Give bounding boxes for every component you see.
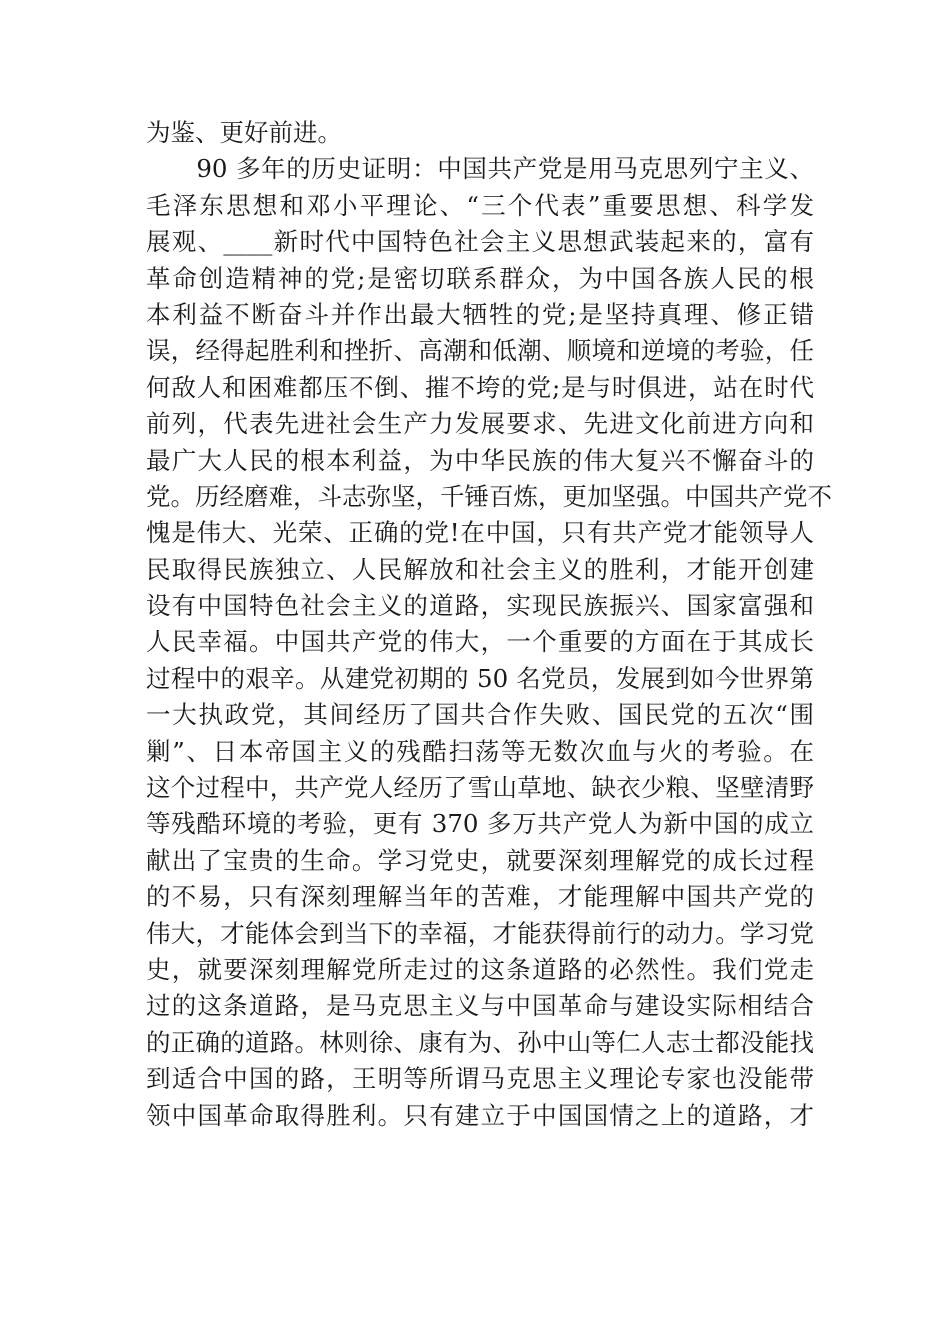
text-line: 这个过程中，共产党人经历了雪山草地、缺衣少粮、坚壁清野 bbox=[146, 773, 814, 803]
text-line: 本利益不断奋斗并作出最大牺牲的党;是坚持真理、修正错 bbox=[146, 299, 814, 329]
text-line: 最广大人民的根本利益，为中华民族的伟大复兴不懈奋斗的 bbox=[146, 445, 814, 475]
text-line: 的不易，只有深刻理解当年的苦难，才能理解中国共产党的 bbox=[146, 882, 814, 912]
text-line: 民取得民族独立、人民解放和社会主义的胜利，才能开创建 bbox=[146, 554, 814, 584]
text-line: 领中国革命取得胜利。只有建立于中国国情之上的道路，才 bbox=[146, 1100, 814, 1130]
text-line: 设有中国特色社会主义的道路，实现民族振兴、国家富强和 bbox=[146, 591, 814, 621]
text-line: 为鉴、更好前进。 bbox=[146, 118, 342, 147]
body-text bbox=[146, 115, 832, 1134]
text-line: 人民幸福。中国共产党的伟大，一个重要的方面在于其成长 bbox=[146, 627, 814, 657]
text-line: 到适合中国的路，王明等所谓马克思主义理论专家也没能带 bbox=[146, 1064, 814, 1094]
text-line: 毛泽东思想和邓小平理论、“三个代表”重要思想、科学发 bbox=[146, 190, 814, 220]
text-line: 过程中的艰辛。从建党初期的 50 名党员，发展到如今世界第 bbox=[146, 663, 814, 693]
text-line: 过的这条道路，是马克思主义与中国革命与建设实际相结合 bbox=[146, 991, 814, 1021]
text-line: 一大执政党，其间经历了国共合作失败、国民党的五次“围 bbox=[146, 700, 814, 730]
text-line: 革命创造精神的党;是密切联系群众，为中国各族人民的根 bbox=[146, 263, 814, 293]
text-line: 的正确的道路。林则徐、康有为、孙中山等仁人志士都没能找 bbox=[146, 1027, 814, 1057]
text-line: 党。历经磨难，斗志弥坚，千锤百炼，更加坚强。中国共产党不 bbox=[146, 481, 832, 511]
text-line: 等残酷环境的考验，更有 370 多万共产党人为新中国的成立 bbox=[146, 809, 814, 839]
text-line: 前列，代表先进社会生产力发展要求、先进文化前进方向和 bbox=[146, 409, 814, 439]
text-line: 展观、____新时代中国特色社会主义思想武装起来的，富有 bbox=[146, 227, 814, 257]
text-line: 剿”、日本帝国主义的残酷扫荡等无数次血与火的考验。在 bbox=[146, 736, 814, 766]
text-line: 伟大，才能体会到当下的幸福，才能获得前行的动力。学习党 bbox=[146, 918, 814, 948]
text-line: 史，就要深刻理解党所走过的这条道路的必然性。我们党走 bbox=[146, 954, 814, 984]
text-line: 何敌人和困难都压不倒、摧不垮的党;是与时俱进，站在时代 bbox=[146, 372, 814, 402]
text-line: 误，经得起胜利和挫折、高潮和低潮、顺境和逆境的考验，任 bbox=[146, 336, 814, 366]
text-line: 愧是伟大、光荣、正确的党!在中国，只有共产党才能领导人 bbox=[146, 518, 814, 548]
text-line: 献出了宝贵的生命。学习党史，就要深刻理解党的成长过程 bbox=[146, 845, 814, 875]
text-line: 90 多年的历史证明：中国共产党是用马克思列宁主义、 bbox=[146, 154, 814, 184]
